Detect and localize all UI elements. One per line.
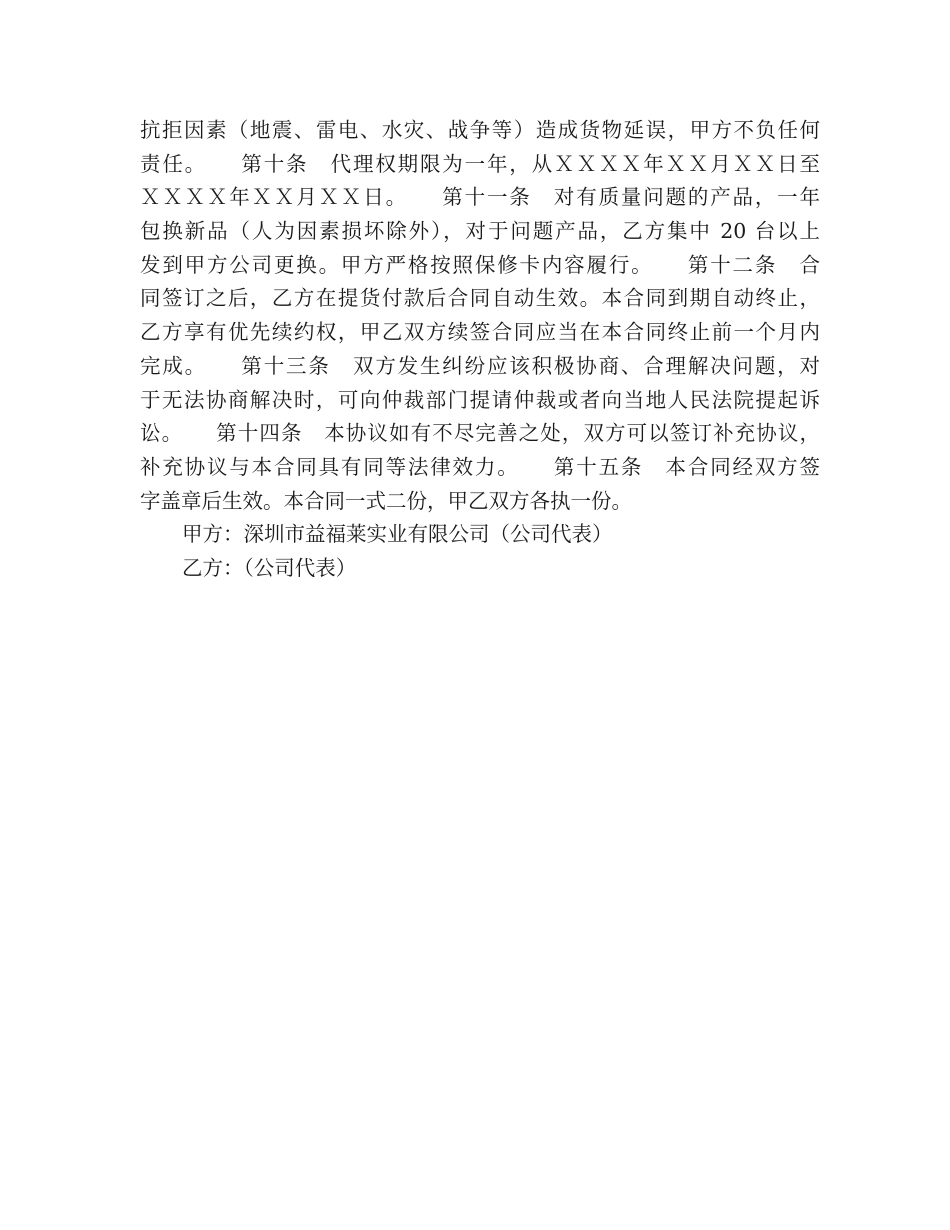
text-line: 字盖章后生效。本合同一式二份，甲乙双方各执一份。 xyxy=(140,488,632,513)
text-line: 抗拒因素（地震、雷电、水灾、战争等）造成货物延误，甲方不负任何 xyxy=(140,118,820,142)
text-line: 补充协议与本合同具有同等法律效力。 第十五条 本合同经双方签 xyxy=(140,454,820,479)
text-line: 于无法协商解决时，可向仲裁部门提请仲裁或者向当地人民法院提起诉 xyxy=(140,387,820,412)
text-line: ＸＸＸＸ年ＸＸ月ＸＸ日。 第十一条 对有质量问题的产品，一年 xyxy=(140,185,820,210)
text-line: 包换新品（人为因素损坏除外），对于问题产品，乙方集中 20 台以上 xyxy=(140,219,820,244)
text-line: 讼。 第十四条 本协议如有不尽完善之处，双方可以签订补充协议， xyxy=(140,421,820,446)
party-a-signature: 甲方：深圳市益福莱实业有限公司（公司代表） xyxy=(182,522,613,547)
text-line: 完成。 第十三条 双方发生纠纷应该积极协商、合理解决问题，对 xyxy=(140,353,820,378)
text-line: 同签订之后，乙方在提货付款后合同自动生效。本合同到期自动终止， xyxy=(140,286,820,311)
contract-body xyxy=(140,114,820,586)
text-line: 责任。 第十条 代理权期限为一年，从ＸＸＸＸ年ＸＸ月ＸＸ日至 xyxy=(140,151,820,176)
text-line: 乙方享有优先续约权，甲乙双方续签合同应当在本合同终止前一个月内 xyxy=(140,320,820,345)
party-b-signature: 乙方：（公司代表） xyxy=(182,555,357,580)
text-line: 发到甲方公司更换。甲方严格按照保修卡内容履行。 第十二条 合 xyxy=(140,252,820,277)
